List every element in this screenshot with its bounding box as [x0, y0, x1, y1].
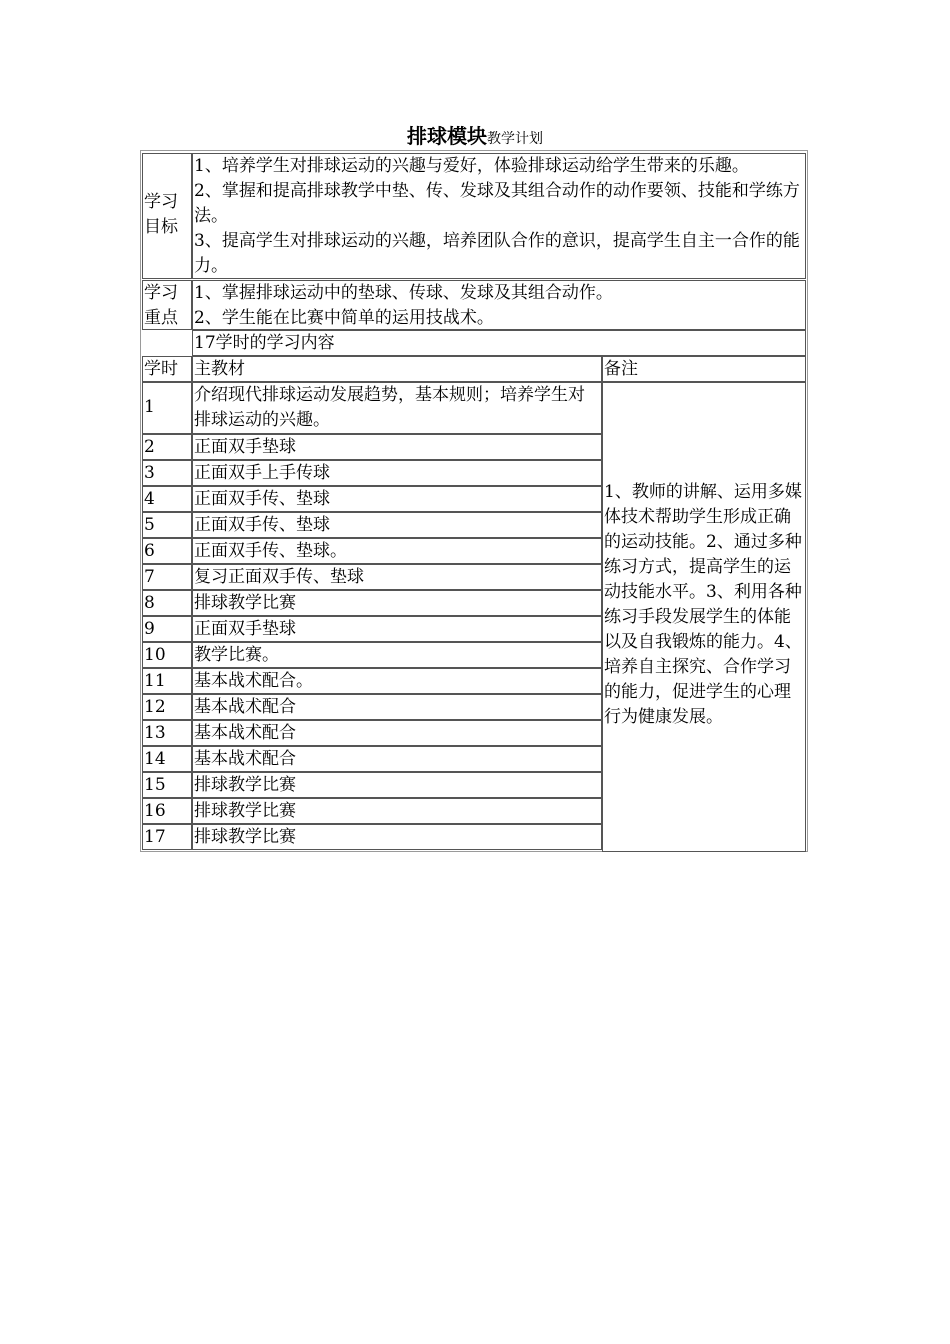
title-main: 排球模块 [407, 124, 487, 148]
header-remark: 备注 [602, 356, 806, 382]
row-material: 基本战术配合。 [192, 668, 602, 694]
row-material: 正面双手传、垫球。 [192, 538, 602, 564]
row-hour: 10 [142, 642, 192, 668]
header-hour: 学时 [142, 356, 192, 382]
row-material: 正面双手垫球 [192, 434, 602, 460]
title-sub: 教学计划 [487, 131, 543, 147]
row-hour: 5 [142, 512, 192, 538]
row-material: 排球教学比赛 [192, 824, 602, 850]
row-material: 正面双手传、垫球 [192, 486, 602, 512]
row-material: 教学比赛。 [192, 642, 602, 668]
focus-line-1: 1、掌握排球运动中的垫球、传球、发球及其组合动作。 [194, 283, 613, 303]
objectives-text [192, 153, 806, 279]
row-material: 基本战术配合 [192, 746, 602, 772]
row-hour: 17 [142, 824, 192, 850]
row-material: 排球教学比赛 [192, 590, 602, 616]
row-hour: 4 [142, 486, 192, 512]
focus-text [192, 280, 806, 330]
row-hour: 15 [142, 772, 192, 798]
row-material: 基本战术配合 [192, 694, 602, 720]
row-hour: 7 [142, 564, 192, 590]
row-hour: 2 [142, 434, 192, 460]
row-hour: 9 [142, 616, 192, 642]
row-hour: 11 [142, 668, 192, 694]
row-material: 介绍现代排球运动发展趋势，基本规则；培养学生对排球运动的兴趣。 [192, 382, 602, 434]
row-hour: 1 [142, 382, 192, 434]
row-material: 正面双手垫球 [192, 616, 602, 642]
row-hour: 3 [142, 460, 192, 486]
objective-line-1: 1、培养学生对排球运动的兴趣与爱好，体验排球运动给学生带来的乐趣。 [194, 156, 749, 176]
objective-line-3: 3、提高学生对排球运动的兴趣，培养团队合作的意识，提高学生自主一合作的能力。 [194, 231, 800, 276]
row-hour: 14 [142, 746, 192, 772]
remarks-text: 1、教师的讲解、运用多媒体技术帮助学生形成正确的运动技能。2、通过多种练习方式，提高学生的运动技能水平。3、利用各种练习手段发展学生的体能以及自我锻炼的能力。4、培养自主探究、合作学习的能力，促进学生的心理行为健康发展。 [604, 482, 802, 727]
focus-line-2: 2、学生能在比赛中简单的运用技战术。 [194, 308, 494, 328]
row-hour: 16 [142, 798, 192, 824]
remarks-cell [602, 382, 806, 852]
row-material: 排球教学比赛 [192, 798, 602, 824]
row-hour: 12 [142, 694, 192, 720]
document-title [0, 124, 950, 151]
row-material: 排球教学比赛 [192, 772, 602, 798]
row-material: 复习正面双手传、垫球 [192, 564, 602, 590]
content-heading: 17学时的学习内容 [192, 330, 806, 356]
row-material: 正面双手传、垫球 [192, 512, 602, 538]
objective-line-2: 2、掌握和提高排球教学中垫、传、发球及其组合动作的动作要领、技能和学练方法。 [194, 181, 800, 226]
focus-label: 学习重点 [142, 280, 192, 330]
row-hour: 13 [142, 720, 192, 746]
row-material: 正面双手上手传球 [192, 460, 602, 486]
row-hour: 6 [142, 538, 192, 564]
row-hour: 8 [142, 590, 192, 616]
objectives-label: 学习目标 [142, 153, 192, 279]
row-material: 基本战术配合 [192, 720, 602, 746]
header-material: 主教材 [192, 356, 602, 382]
